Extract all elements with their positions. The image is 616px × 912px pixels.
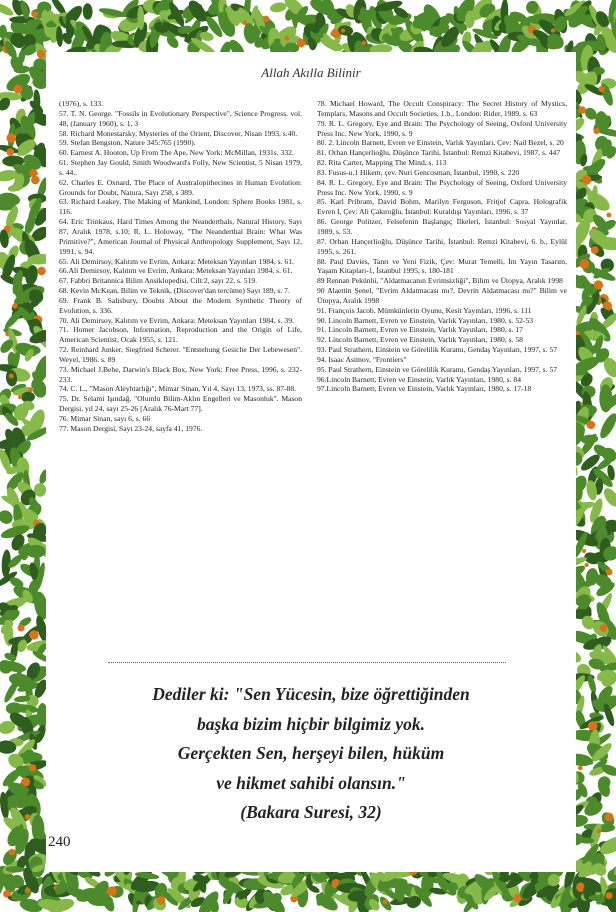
reference-item: 66.Ali Demirsoy, Kalıtım ve Evrim, Ankara: Meteksan Yayınları 1984, s. 61. bbox=[59, 266, 293, 276]
reference-item: 68. Kevin McKean, Bilim ve Teknik, (Discover'dan tercüme) Sayı 189, s. 7. bbox=[59, 286, 290, 296]
reference-item: 79. R. L. Gregory, Eye and Brain: The Psychology of Seeing, Oxford University Press Inc. New York, 1990, s. 9 bbox=[317, 118, 567, 138]
berry-ornament bbox=[25, 814, 31, 820]
berry-ornament bbox=[32, 11, 38, 17]
verse-line: Gerçekten Sen, herşeyi bilen, hüküm bbox=[177, 743, 445, 763]
berry-ornament bbox=[9, 374, 14, 379]
reference-item: 57. T. N. George. "Fossils in Evolutionary Perspective", Science Progress. vol. 48, (January 1960), s. 1, 3 bbox=[59, 108, 302, 128]
leaf-ornament bbox=[597, 411, 616, 440]
dotted-divider bbox=[108, 662, 506, 663]
berry-ornament bbox=[6, 133, 15, 142]
verse-source: (Bakara Suresi, 32) bbox=[240, 802, 382, 822]
reference-item: 63. Richard Leakey, The Making of Mankind, London: Sphere Books 1981, s. 116. bbox=[59, 197, 302, 217]
reference-item: 86. George Politzer, Felsefenin Başlangıç İlkeleri, İstanbul: Sosyal Yayınlar, 1989, s. 53. bbox=[317, 217, 567, 236]
reference-item: 92. Lincoln Barnett, Evren ve Einstein, Varlık Yayınları, 1980, s. 58 bbox=[317, 335, 523, 345]
berry-ornament bbox=[605, 813, 614, 822]
berry-ornament bbox=[107, 886, 117, 896]
reference-item: 80. 2. Lincoln Barnett, Evren ve Einstein, Varlık Yayınları, Çev: Nail Bezel, s. 20 bbox=[317, 138, 564, 148]
berry-ornament bbox=[37, 50, 45, 58]
berry-ornament bbox=[18, 395, 22, 399]
berry-ornament bbox=[17, 624, 24, 631]
reference-item: 91. Lincoln Barnett, Evren ve Einstein, Varlık Yayınları, 1980, s. 17 bbox=[317, 325, 523, 335]
reference-item: 73. Michael J.Behe, Darwin's Black Box, New York: Free Press, 1996, s. 232-233. bbox=[59, 364, 302, 384]
reference-item: 90. Lincoln Barnett, Evren ve Einstein, Varlık Yayınları, 1980, s. 52-53 bbox=[317, 315, 534, 325]
references-right-column bbox=[317, 99, 567, 394]
berry-ornament bbox=[383, 900, 388, 905]
verse-quote bbox=[46, 680, 576, 828]
berry-ornament bbox=[588, 721, 597, 730]
berry-ornament bbox=[578, 766, 583, 771]
reference-item: 78. Michael Howard, The Occult Conspiracy: The Secret History of Mystics, Templars, Masons and Occult Societies, 1.b., London: Rider, 1989, s. 63 bbox=[317, 99, 567, 118]
reference-item: 59. Stefan Bengston, Nature 345:765 (1990). bbox=[59, 138, 196, 148]
berry-ornament bbox=[6, 148, 14, 156]
book-page bbox=[46, 52, 576, 872]
reference-item: 85. Karl Pribram, David Bohm, Marilyn Ferguson, Fritjof Capra, Holografik Evren I, Çev: Ali Çakıroğlu, İstanbul: Kuraldışı Yayınları, 1996, s. 37 bbox=[317, 197, 567, 217]
reference-item: 88. Paul Davies, Tanrı ve Yeni Fizik, Çev: Murat Temelli, İm Yayın Tasarım, Yaşam Kitapları-1, İstanbul 1995, s. 180-181 bbox=[317, 256, 567, 276]
reference-item: 72. Reinhard Junker, Siegfried Scherer. "Entstehung Gesiche Der Lebewesen". Weyel, 1986. s. 89 bbox=[59, 345, 302, 364]
berry-ornament bbox=[578, 106, 586, 114]
reference-item: 87. Orhan Hançerlioğlu, Düşünce Tarihi, İstanbul: Remzi Kitabevi, 6. b., Eylül 1995, s. 261. bbox=[317, 236, 567, 256]
reference-item: 76. Mimar Sinan, sayı 6, s. 66 bbox=[59, 414, 151, 423]
reference-item: 77. Mason Dergisi, Sayı 23-24, sayfa 41, 1976. bbox=[59, 423, 203, 433]
reference-item: 93. Paul Strathern, Einstein ve Görelilik Kuramı, Gendaş Yayınları, 1997, s. 57 bbox=[317, 345, 558, 355]
reference-item: 84. R. L. Gregory, Eye and Brain: The Psychology of Seeing, Oxford University Press Inc. New York, 1990, s. 9 bbox=[317, 177, 567, 197]
reference-item: 90 Alaettin Şenel, "Evrim Aldatmacası mı?, Devrin Aldatmacası mı?" Bilim ve Ütopya, Aralık 1998 bbox=[317, 286, 567, 305]
reference-item: 71. Homer Jacobson, Information, Reproduction and the Origin of Life, American Scientist, Ocak 1955, s. 121. bbox=[59, 325, 302, 345]
berry-ornament bbox=[606, 213, 611, 218]
running-header: Allah Akılla Bilinir bbox=[261, 65, 361, 80]
berry-ornament bbox=[587, 421, 596, 430]
reference-item: 97.Lincoln Barnett, Evren ve Einstein, Varlık Yayınları, 1980, s. 17-18 bbox=[317, 384, 532, 394]
berry-ornament bbox=[37, 267, 46, 276]
reference-item: 83. Fusus-u.1 Hikem, çev. Nuri Gencosman, İstanbul, 1990, s. 220 bbox=[317, 167, 520, 177]
berry-ornament bbox=[341, 29, 345, 33]
berry-ornament bbox=[593, 128, 599, 134]
berry-ornament bbox=[599, 624, 607, 632]
reference-item: 91. François Jacob, Mümkünlerin Oyunu, Kesit Yayınları, 1996, s. 111 bbox=[317, 305, 532, 315]
berry-ornament bbox=[551, 28, 555, 32]
berry-ornament bbox=[606, 569, 613, 576]
berry-ornament bbox=[598, 86, 604, 92]
reference-item: 81. Orhan Hançerlioğlu, Düşünce Tarihi, İstanbul: Remzi Kitabevi, 1987, s. 447 bbox=[317, 148, 561, 158]
reference-item: 75. Dr. Selami Işındağ. "Olumlu Bilim-Aklın Engelleri ve Masonluk". Mason Dergisi, yıl 24, sayı 25-26 [Aralık 76-Mart 77]. bbox=[59, 394, 302, 414]
berry-ornament bbox=[585, 563, 589, 567]
berry-ornament bbox=[243, 21, 247, 25]
berry-ornament bbox=[9, 849, 15, 855]
reference-item: 95. Paul Strathern, Einstein ve Görelilik Kuramı, Gendaş Yayınları, 1997, s. 57 bbox=[317, 364, 558, 374]
references-left-column bbox=[59, 99, 302, 434]
berry-ornament bbox=[12, 303, 17, 308]
reference-item: 61. Stephen Jay Gould, Smith Woodward's Folly, New Scientist, 5 Nisan 1979, s. 44.. bbox=[59, 158, 302, 177]
berry-ornament bbox=[29, 764, 36, 771]
reference-item: 62. Charles E. Oxnard, The Place of Australopithecines in Human Evolution: Grounds for Doubt, Natura, Sayı 258, s 389. bbox=[59, 177, 302, 197]
berry-ornament bbox=[28, 388, 32, 392]
reference-item: 65. Ali Demirsoy, Kalıtım ve Evrim, Ankara: Meteksan Yayınları 1984, s. 61. bbox=[59, 256, 294, 266]
leaf-ornament bbox=[601, 486, 616, 510]
verse-line: Dediler ki: "Sen Yücesin, bize öğrettiğinden bbox=[152, 684, 470, 704]
reference-item: (1976), s. 133. bbox=[59, 99, 104, 108]
reference-item: 74. C. L., "Mason Aleyhtarlığı", Mimar Sinan, Yıl 4, Sayı 13, 1973, ss. 87-88. bbox=[59, 384, 297, 394]
reference-item: 82. Rita Carter, Mapping The Mind, s. 113 bbox=[317, 158, 447, 168]
berry-ornament bbox=[596, 829, 601, 834]
reference-item: 69. Frank B. Salisbury, Doubts About the Modern Synthetic Theory of Evolution, s. 336. bbox=[59, 295, 302, 315]
berry-ornament bbox=[26, 888, 31, 893]
berry-ornament bbox=[605, 892, 612, 899]
berry-ornament bbox=[580, 259, 589, 268]
berry-ornament bbox=[297, 39, 306, 48]
reference-item: 64. Eric Trinkaus, Hard Times Among the Neanderthals, Natural History, Sayı 87, Aralık 1978, s.10; R. L. Holoway, "The Neanderthal Brain: What Was Primitive?", American Journal of Physical Anthropology Supplement, Sayı 12, 1991, s. 94. bbox=[59, 217, 302, 256]
berry-ornament bbox=[263, 16, 269, 22]
verse-line: başka bizim hiçbir bilgimiz yok. bbox=[196, 713, 425, 734]
berry-ornament bbox=[362, 41, 366, 45]
reference-item: 58. Richard Monestarsky, Mysteries of the Orient, Discover, Nisan 1993, s.40. bbox=[59, 128, 298, 138]
berry-ornament bbox=[31, 176, 40, 185]
berry-ornament bbox=[13, 85, 22, 94]
reference-item: 70. Ali Demirsoy, Kalıtım ve Evrim, Ankara: Meteksan Yayınları 1984, s. 39. bbox=[59, 315, 294, 325]
reference-item: 60. Earnest A. Hooton, Up From The Ape, New York: McMillan, 1931s. 332. bbox=[59, 148, 294, 158]
leaf-ornament bbox=[599, 384, 612, 412]
verse-line: ve hikmet sahibi olansın." bbox=[216, 772, 406, 793]
berry-ornament bbox=[157, 896, 166, 905]
reference-item: 89 Rennan Pekünlü, "Aldatmacanın Evrimsizliği", Bilim ve Ütopya, Aralık 1998 bbox=[317, 276, 563, 286]
reference-item: 94. Isaac Asimov, "Frontiers" bbox=[317, 354, 407, 364]
berry-ornament bbox=[591, 246, 599, 254]
berry-ornament bbox=[29, 630, 38, 639]
page-number: 240 bbox=[48, 834, 71, 850]
leaf-ornament bbox=[83, 3, 93, 20]
reference-item: 67. Fabbri Britannica Bilim Ansiklopedisi, Cilt:2, sayı 22, s. 519. bbox=[59, 276, 258, 286]
reference-item: 96.Lincoln Barnett, Evren ve Einstein, Varlık Yayınları, 1980, s. 84 bbox=[317, 374, 522, 384]
berry-ornament bbox=[582, 549, 586, 553]
leaf-ornament bbox=[269, 1, 287, 13]
